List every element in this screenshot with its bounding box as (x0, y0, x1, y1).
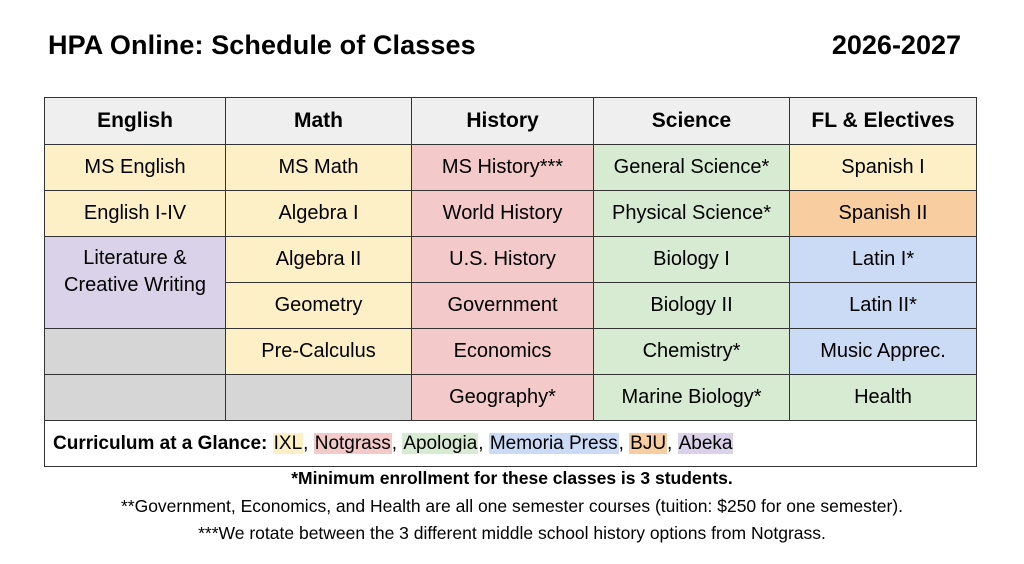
class-cell: Government (412, 283, 594, 329)
col-header-electives: FL & Electives (790, 98, 977, 145)
table-row (45, 375, 977, 421)
class-cell: Spanish I (790, 145, 977, 191)
class-cell: Spanish II (790, 191, 977, 237)
empty-cell (45, 375, 226, 421)
legend-item-abeka: Abeka (678, 432, 733, 454)
col-header-math: Math (226, 98, 412, 145)
schedule-table (44, 97, 977, 467)
class-cell: Health (790, 375, 977, 421)
table-row (45, 191, 977, 237)
class-cell: English I-IV (45, 191, 226, 237)
class-cell: Algebra I (226, 191, 412, 237)
table-row (45, 145, 977, 191)
class-cell: U.S. History (412, 237, 594, 283)
legend-item-notgrass: Notgrass (314, 432, 391, 454)
legend-item-apologia: Apologia (403, 432, 478, 454)
legend-row (45, 421, 977, 467)
class-cell: Geometry (226, 283, 412, 329)
class-cell-literature (45, 237, 226, 329)
class-cell: MS Math (226, 145, 412, 191)
class-cell: Chemistry* (594, 329, 790, 375)
class-label-line: Creative Writing (64, 274, 206, 296)
class-cell: General Science* (594, 145, 790, 191)
col-header-english: English (45, 98, 226, 145)
class-cell: Latin II* (790, 283, 977, 329)
class-cell: Physical Science* (594, 191, 790, 237)
empty-cell (226, 375, 412, 421)
empty-cell (45, 329, 226, 375)
class-cell: MS History*** (412, 145, 594, 191)
curriculum-legend: Curriculum at a Glance: IXL, Notgrass, Apologia, Memoria Press, BJU, Abeka (45, 421, 977, 467)
class-cell: Biology I (594, 237, 790, 283)
school-year: 2026-2027 (831, 30, 961, 60)
class-cell: Biology II (594, 283, 790, 329)
table-row (45, 329, 977, 375)
col-header-history: History (412, 98, 594, 145)
legend-item-ixl: IXL (273, 432, 303, 454)
table-row (45, 237, 977, 283)
legend-item-memoria-press: Memoria Press (489, 432, 618, 454)
footnote-min-enrollment: *Minimum enrollment for these classes is 3 students. (291, 468, 733, 488)
class-cell: MS English (45, 145, 226, 191)
footnote-history-rotation: ***We rotate between the 3 different middle school history options from Notgrass. (198, 523, 826, 543)
class-cell: Geography* (412, 375, 594, 421)
class-cell: World History (412, 191, 594, 237)
class-label-line: Literature & (83, 247, 187, 269)
class-cell: Latin I* (790, 237, 977, 283)
header-row (45, 98, 977, 145)
class-cell: Economics (412, 329, 594, 375)
legend-item-bju: BJU (630, 432, 667, 454)
page-title: HPA Online: Schedule of Classes (48, 30, 476, 60)
col-header-science: Science (594, 98, 790, 145)
legend-label: Curriculum at a Glance: (53, 432, 268, 454)
class-cell: Marine Biology* (594, 375, 790, 421)
class-cell: Pre-Calculus (226, 329, 412, 375)
class-cell: Music Apprec. (790, 329, 977, 375)
class-cell: Algebra II (226, 237, 412, 283)
footnote-semester-courses: **Government, Economics, and Health are all one semester courses (tuition: $250 for one semester). (120, 496, 904, 516)
